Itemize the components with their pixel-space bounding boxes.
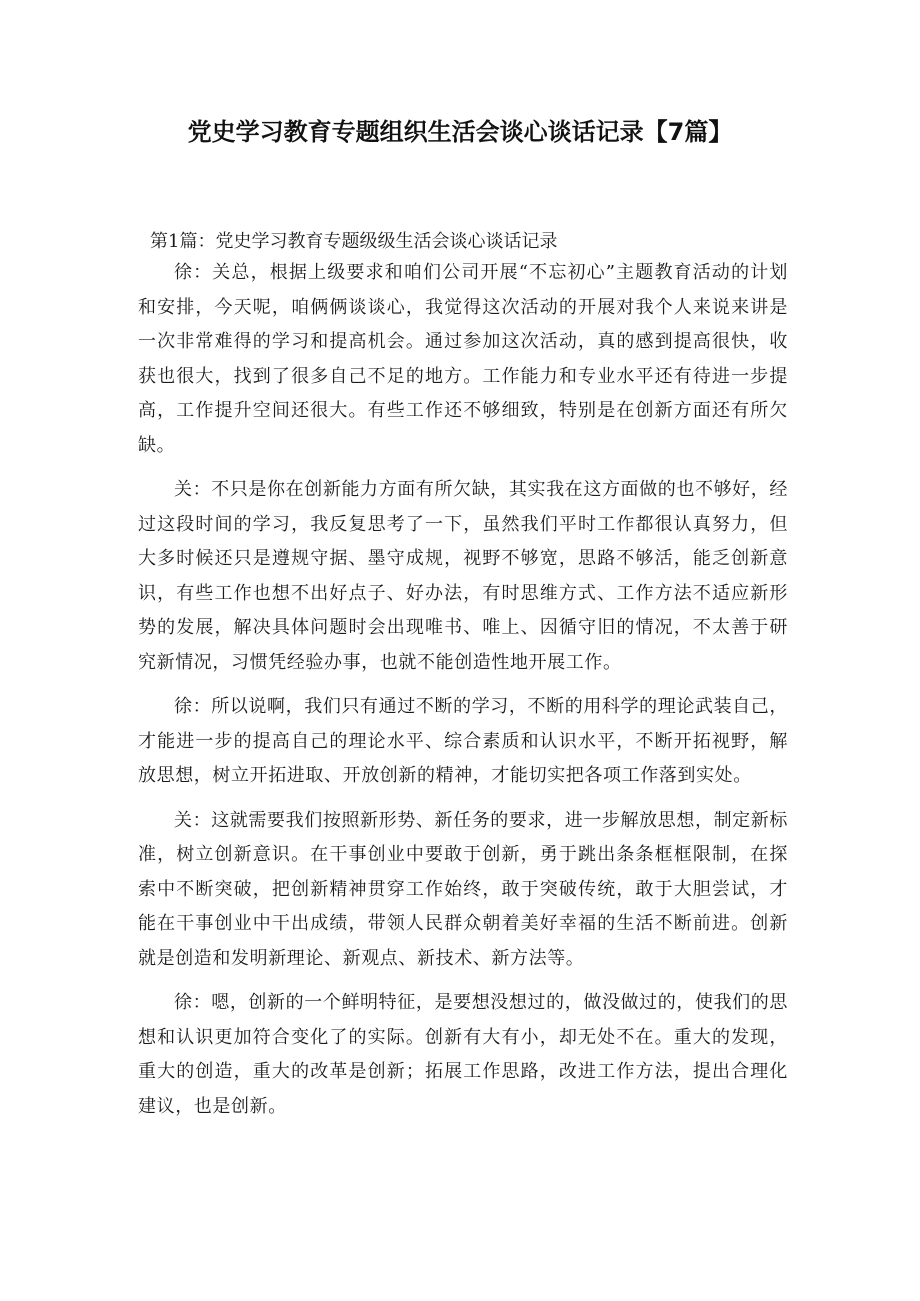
paragraph-4: 关：这就需要我们按照新形势、新任务的要求，进一步解放思想，制定新标准，树立创新意识。在干事创业中要敢于创新，勇于跳出条条框框限制，在探索中不断突破，把创新精神贯穿工作始终，敢于突破传统，敢于大胆尝试，才能在干事创业中干出成绩，带领人民群众朝着美好幸福的生活不断前进。创新就是创造和发明新理论、新观点、新技术、新方法等。 [138, 809, 788, 969]
document-body [138, 256, 788, 1134]
paragraph-2: 关：不只是你在创新能力方面有所欠缺，其实我在这方面做的也不够好，经过这段时间的学习，我反复思考了一下，虽然我们平时工作都很认真努力，但大多时候还只是遵规守据、墨守成规，视野不够宽，思路不够活，能乏创新意识，有些工作也想不出好点子、好办法，有时思维方式、工作方法不适应新形势的发展，解决具体问题时会出现唯书、唯上、因循守旧的情况，不太善于研究新情况，习惯凭经验办事，也就不能创造性地开展工作。 [138, 479, 788, 673]
section-heading: 第1篇：党史学习教育专题级级生活会谈心谈话记录 [150, 231, 558, 252]
paragraph-1: 徐：关总，根据上级要求和咱们公司开展“不忘初心”主题教育活动的计划和安排，今天呢，咱俩俩谈谈心，我觉得这次活动的开展对我个人来说来讲是一次非常难得的学习和提高机会。通过参加这次活动，真的感到提高很快，收获也很大，找到了很多自己不足的地方。工作能力和专业水平还有待进一步提高，工作提升空间还很大。有些工作还不够细致，特别是在创新方面还有所欠缺。 [138, 262, 788, 456]
paragraph-3: 徐：所以说啊，我们只有通过不断的学习，不断的用科学的理论武装自己，才能进一步的提高自己的理论水平、综合素质和认识水平，不断开拓视野，解放思想，树立开拓进取、开放创新的精神，才能切实把各项工作落到实处。 [138, 696, 788, 786]
document-title: 党史学习教育专题组织生活会谈心谈话记录【7篇】 [187, 118, 733, 146]
paragraph-5: 徐：嗯，创新的一个鲜明特征，是要想没想过的，做没做过的，使我们的思想和认识更加符合变化了的实际。创新有大有小，却无处不在。重大的发现，重大的创造，重大的改革是创新；拓展工作思路，改进工作方法，提出合理化建议，也是创新。 [138, 992, 788, 1117]
